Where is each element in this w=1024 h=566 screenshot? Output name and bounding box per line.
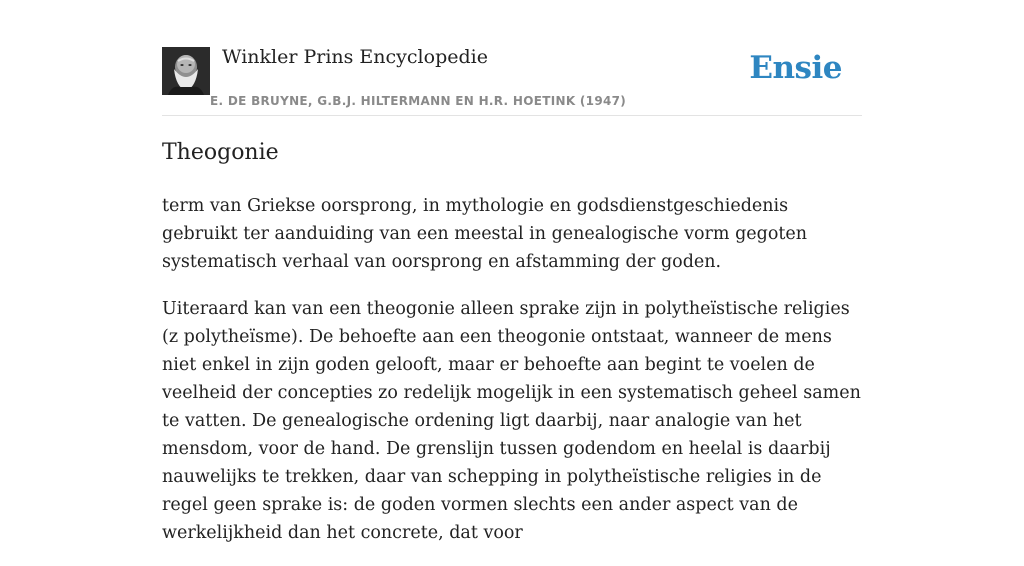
bearded-man-portrait-icon — [162, 47, 210, 95]
publication-title[interactable]: Winkler Prins Encyclopedie — [222, 46, 488, 68]
ensie-logo-link[interactable]: Ensie — [749, 50, 842, 86]
article-paragraph: Uiteraard kan van een theogonie alleen sprake zijn in polytheïstische religies (z polytheïsme). De behoefte aan een theogonie ontstaat, wanneer de mens niet enkel in zijn goden gelooft, maar er behoefte aan begint te voelen de veelheid der concepties zo redelijk mogelijk in een systematisch geheel samen te vatten. De genealogische ordening ligt daarbij, naar analogie van het mensdom, voor de hand. De grenslijn tussen godendom en heelal is daarbij nauwelijks te trekken, daar van schepping in polytheïstische religies in de regel geen sprake is: de goden vormen slechts een ander aspect van de werkelijkheid dan het concrete, dat voor — [162, 299, 861, 543]
author-avatar — [162, 47, 210, 95]
article-title: Theogonie — [162, 140, 279, 165]
article-paragraph: term van Griekse oorsprong, in mythologie en godsdienstgeschiedenis gebruikt ter aanduiding van een meestal in genealogische vorm gegoten systematisch verhaal van oorsprong en afstamming der goden. — [162, 196, 808, 272]
article-header — [162, 0, 862, 116]
publication-authors: E. DE BRUYNE, G.B.J. HILTERMANN EN H.R. HOETINK (1947) — [210, 94, 627, 108]
article-body — [162, 192, 862, 566]
content-container — [162, 0, 862, 543]
